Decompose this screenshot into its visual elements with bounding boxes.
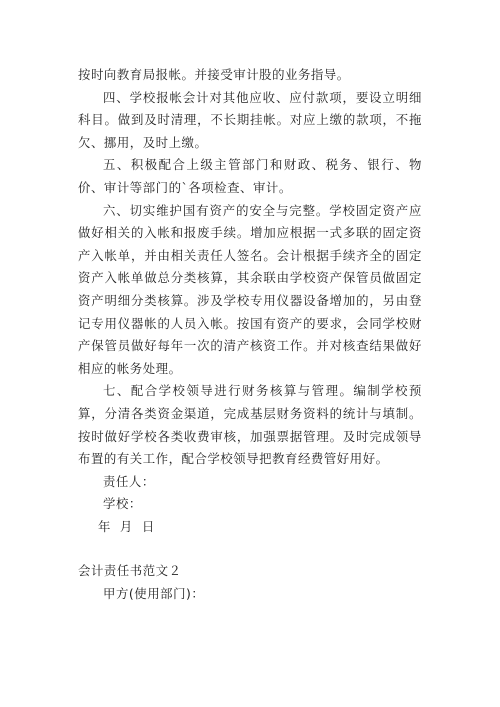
paragraph-continuation: 按时向教育局报帐。并接受审计股的业务指导。 [78, 67, 350, 82]
signature-school: 学校： [103, 496, 142, 512]
signature-responsible: 责任人： [103, 473, 155, 489]
paragraph-item-7: 七、配合学校领导进行财务核算与管理。编制学校预算，分清各类资金渠道，完成基层财务资料的统计与填制。按时做好学校各类收费审核，加强票据管理。及时完成领导布置的有关工作，配合学校领导把教育经费管好用好。 [78, 383, 422, 467]
paragraph-item-4: 四、学校报帐会计对其他应收、应付款项，要设立明细科目。做到及时清理，不长期挂帐。对应上缴的款项，不拖欠、挪用，及时上缴。 [78, 89, 422, 150]
paragraph-item-6: 六、切实维护国有资产的安全与完整。学校固定资产应做好相关的入帐和报废手续。增加应根据一式多联的固定资产入帐单，并由相关责任人签名。会计根据手续齐全的固定资产入帐单做总分类核算，其余联由学校资产保管员做固定资产明细分类核算。涉及学校专用仪器设备增加的，另由登记专用仪器帐的人员入帐。按国有资产的要求，会同学校财产保管员做好每年一次的清产核资工作。并对核查结果做好相应的帐务处理。 [78, 202, 422, 376]
document-page [78, 64, 422, 606]
section-gap [78, 538, 422, 560]
party-a-label: 甲方(使用部门)： [103, 586, 205, 602]
signature-date: 年 月 日 [98, 518, 155, 534]
section-title: 会计责任书范文２ [78, 563, 182, 579]
paragraph-item-5: 五、积极配合上级主管部门和财政、税务、银行、物价、审计等部门的`各项检查、审计。 [78, 157, 422, 195]
